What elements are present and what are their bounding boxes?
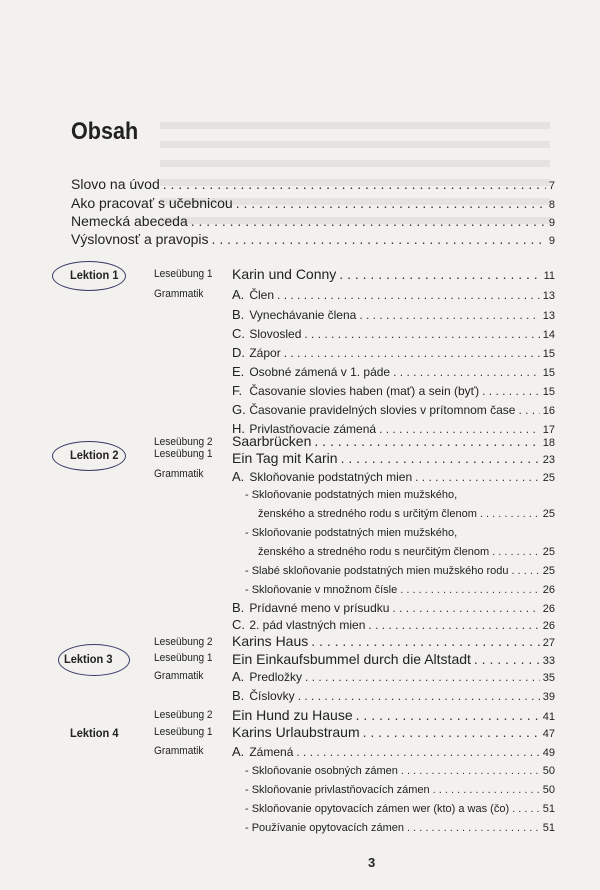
entry-letter: C.: [232, 326, 245, 341]
toc-entry[interactable]: [232, 433, 555, 449]
toc-subentry: [245, 489, 555, 501]
entry-label: Slovosled: [249, 327, 302, 341]
leader-dots: [492, 546, 540, 558]
leader-dots: [512, 803, 540, 815]
entry-label: Zámená: [249, 745, 294, 759]
entry-letter: D.: [232, 345, 245, 360]
leader-dots: [311, 633, 539, 649]
toc-entry[interactable]: [71, 231, 555, 247]
leader-dots: [474, 651, 540, 667]
page-number: 3: [368, 855, 376, 870]
toc-subentry[interactable]: [245, 822, 555, 834]
entry-label: Slovo na úvod: [71, 176, 160, 192]
section-type: Leseübung 1: [154, 726, 213, 738]
entry-page: 17: [542, 424, 555, 436]
entry-label: Zápor: [249, 346, 281, 360]
leader-dots: [393, 365, 540, 379]
toc-subentry[interactable]: [258, 546, 555, 558]
entry-letter: A.: [232, 669, 245, 684]
toc-subentry[interactable]: [245, 565, 555, 577]
entry-page: 9: [548, 235, 555, 247]
toc-entry[interactable]: [232, 651, 555, 667]
leader-dots: [212, 231, 546, 247]
leader-dots: [356, 707, 540, 723]
entry-letter: A.: [232, 744, 245, 759]
entry-label: Časovanie pravidelných slovies v prítomnom čase: [249, 403, 516, 417]
entry-label: Ein Tag mit Karin: [232, 450, 338, 466]
entry-page: 35: [542, 672, 555, 684]
entry-label: - Skloňovanie v množnom čísle: [245, 584, 398, 596]
toc-entry[interactable]: [232, 307, 555, 322]
toc-entry[interactable]: [232, 287, 555, 302]
leader-dots: [363, 724, 540, 740]
toc-entry[interactable]: [71, 213, 555, 229]
entry-page: 50: [542, 784, 555, 796]
leader-dots: [191, 213, 546, 229]
entry-label: - Skloňovanie privlastňovacích zámen: [245, 784, 430, 796]
leader-dots: [480, 508, 540, 520]
page-title: Obsah: [71, 118, 139, 145]
leader-dots: [341, 450, 540, 466]
entry-page: 25: [542, 508, 555, 520]
toc-entry[interactable]: [232, 688, 555, 703]
entry-label: Predložky: [249, 670, 303, 684]
section-type: Grammatik: [154, 468, 204, 480]
leader-dots: [415, 470, 540, 484]
entry-letter: B.: [232, 600, 245, 615]
entry-page: 25: [542, 565, 555, 577]
entry-page: 7: [548, 180, 555, 192]
entry-label: Ako pracovať s učebnicou: [71, 195, 233, 211]
section-type: Leseübung 1: [154, 448, 213, 460]
toc-entry[interactable]: [232, 469, 555, 484]
entry-label: Vynechávanie člena: [249, 308, 357, 322]
toc-entry[interactable]: [232, 326, 555, 341]
entry-label: Saarbrücken: [232, 433, 312, 449]
entry-page: 9: [548, 217, 555, 229]
entry-letter: F.: [232, 383, 243, 398]
leader-dots: [359, 308, 539, 322]
leader-dots: [401, 765, 540, 777]
entry-page: 8: [548, 199, 555, 211]
entry-label: ženského a stredného rodu s určitým členom: [258, 508, 477, 520]
entry-page: 33: [542, 655, 555, 667]
section-type: Leseübung 2: [154, 436, 213, 448]
toc-entry[interactable]: [232, 617, 555, 632]
entry-label: Číslovky: [249, 689, 295, 703]
entry-page: 14: [542, 329, 555, 341]
toc-subentry[interactable]: [245, 765, 555, 777]
entry-label: Osobné zámená v 1. páde: [249, 365, 391, 379]
entry-page: 51: [542, 822, 555, 834]
entry-page: 27: [542, 637, 555, 649]
lesson-name: Lektion 4: [70, 726, 119, 740]
entry-letter: E.: [232, 364, 245, 379]
entry-letter: G.: [232, 402, 246, 417]
toc-entry[interactable]: [232, 707, 555, 723]
entry-label: Karins Haus: [232, 633, 309, 649]
entry-page: 18: [542, 437, 555, 449]
entry-label: Privlastňovacie zámená: [249, 422, 377, 436]
toc-subentry[interactable]: [245, 584, 555, 596]
entry-page: 13: [542, 290, 555, 302]
entry-page: 23: [542, 454, 555, 466]
entry-page: 41: [542, 711, 555, 723]
entry-label: - Skloňovanie podstatných mien mužského,: [245, 527, 458, 539]
entry-page: 16: [542, 405, 555, 417]
entry-label: Ein Hund zu Hause: [232, 707, 353, 723]
entry-page: 26: [542, 620, 555, 632]
section-type: Grammatik: [154, 670, 204, 682]
entry-letter: B.: [232, 688, 245, 703]
entry-label: Prídavné meno v prísudku: [249, 601, 390, 615]
entry-page: 51: [542, 803, 555, 815]
toc-entry[interactable]: [232, 724, 555, 740]
toc-entry[interactable]: [232, 364, 555, 379]
entry-page: 25: [542, 546, 555, 558]
section-type: Grammatik: [154, 288, 204, 300]
entry-label: ženského a stredného rodu s neurčitým členom: [258, 546, 490, 558]
entry-label: Karin und Conny: [232, 266, 337, 282]
section-type: Grammatik: [154, 745, 204, 757]
entry-label: Karins Urlaubstraum: [232, 724, 360, 740]
leader-dots: [305, 670, 540, 684]
leader-dots: [296, 745, 539, 759]
entry-page: 15: [542, 386, 555, 398]
entry-label: Nemecká abeceda: [71, 213, 188, 229]
leader-dots: [482, 384, 540, 398]
toc-entry[interactable]: [232, 266, 555, 282]
entry-label: Člen: [249, 288, 275, 302]
leader-dots: [236, 195, 546, 211]
entry-page: 50: [542, 765, 555, 777]
entry-label: - Používanie opytovacích zámen: [245, 822, 404, 834]
toc-entry[interactable]: [232, 669, 555, 684]
entry-page: 13: [542, 310, 555, 322]
entry-letter: C.: [232, 617, 245, 632]
toc-entry[interactable]: [232, 600, 555, 615]
entry-label: - Skloňovanie osobných zámen: [245, 765, 398, 777]
entry-label: 2. pád vlastných mien: [249, 618, 366, 632]
leader-dots: [163, 176, 546, 192]
leader-dots: [518, 403, 539, 417]
leader-dots: [392, 601, 539, 615]
lesson-name: Lektion 2: [70, 448, 119, 462]
leader-dots: [314, 433, 539, 449]
leader-dots: [339, 266, 540, 282]
toc-subentry[interactable]: [245, 784, 555, 796]
leader-dots: [433, 784, 540, 796]
leader-dots: [304, 327, 539, 341]
entry-letter: A.: [232, 469, 245, 484]
entry-page: 15: [542, 367, 555, 379]
leader-dots: [298, 689, 540, 703]
toc-entry[interactable]: [232, 633, 555, 649]
entry-page: 25: [542, 472, 555, 484]
toc-entry[interactable]: [71, 195, 555, 211]
leader-dots: [368, 618, 539, 632]
section-type: Leseübung 1: [154, 268, 213, 280]
toc-entry[interactable]: [71, 176, 555, 192]
entry-letter: B.: [232, 307, 245, 322]
entry-label: - Skloňovanie opytovacích zámen wer (kto) a was (čo): [245, 803, 510, 815]
toc-subentry: [245, 527, 555, 539]
entry-page: 26: [542, 584, 555, 596]
toc-entry[interactable]: [232, 744, 555, 759]
entry-page: 11: [543, 270, 555, 282]
entry-label: - Skloňovanie podstatných mien mužského,: [245, 489, 458, 501]
entry-letter: A.: [232, 287, 245, 302]
entry-label: Ein Einkaufsbummel durch die Altstadt: [232, 651, 471, 667]
section-type: Leseübung 2: [154, 709, 213, 721]
toc-subentry[interactable]: [245, 803, 555, 815]
entry-label: - Slabé skloňovanie podstatných mien mužského rodu: [245, 565, 509, 577]
lesson-name: Lektion 1: [70, 268, 119, 282]
leader-dots: [512, 565, 540, 577]
section-type: Leseübung 1: [154, 652, 213, 664]
toc-entry[interactable]: [232, 383, 555, 398]
toc-entry[interactable]: [232, 450, 555, 466]
toc-subentry[interactable]: [258, 508, 555, 520]
leader-dots: [400, 584, 540, 596]
section-type: Leseübung 2: [154, 636, 213, 648]
entry-label: Skloňovanie podstatných mien: [249, 470, 413, 484]
entry-page: 47: [542, 728, 555, 740]
leader-dots: [284, 346, 540, 360]
lesson-name: Lektion 3: [64, 652, 113, 666]
entry-page: 49: [542, 747, 555, 759]
entry-label: Časovanie slovies haben (mať) a sein (byť): [249, 384, 480, 398]
entry-page: 26: [542, 603, 555, 615]
entry-label: Výslovnosť a pravopis: [71, 231, 209, 247]
entry-page: 39: [542, 691, 555, 703]
leader-dots: [277, 288, 540, 302]
entry-page: 15: [542, 348, 555, 360]
toc-entry[interactable]: [232, 345, 555, 360]
leader-dots: [407, 822, 540, 834]
entry-letter: H.: [232, 421, 245, 436]
toc-entry[interactable]: [232, 402, 555, 417]
